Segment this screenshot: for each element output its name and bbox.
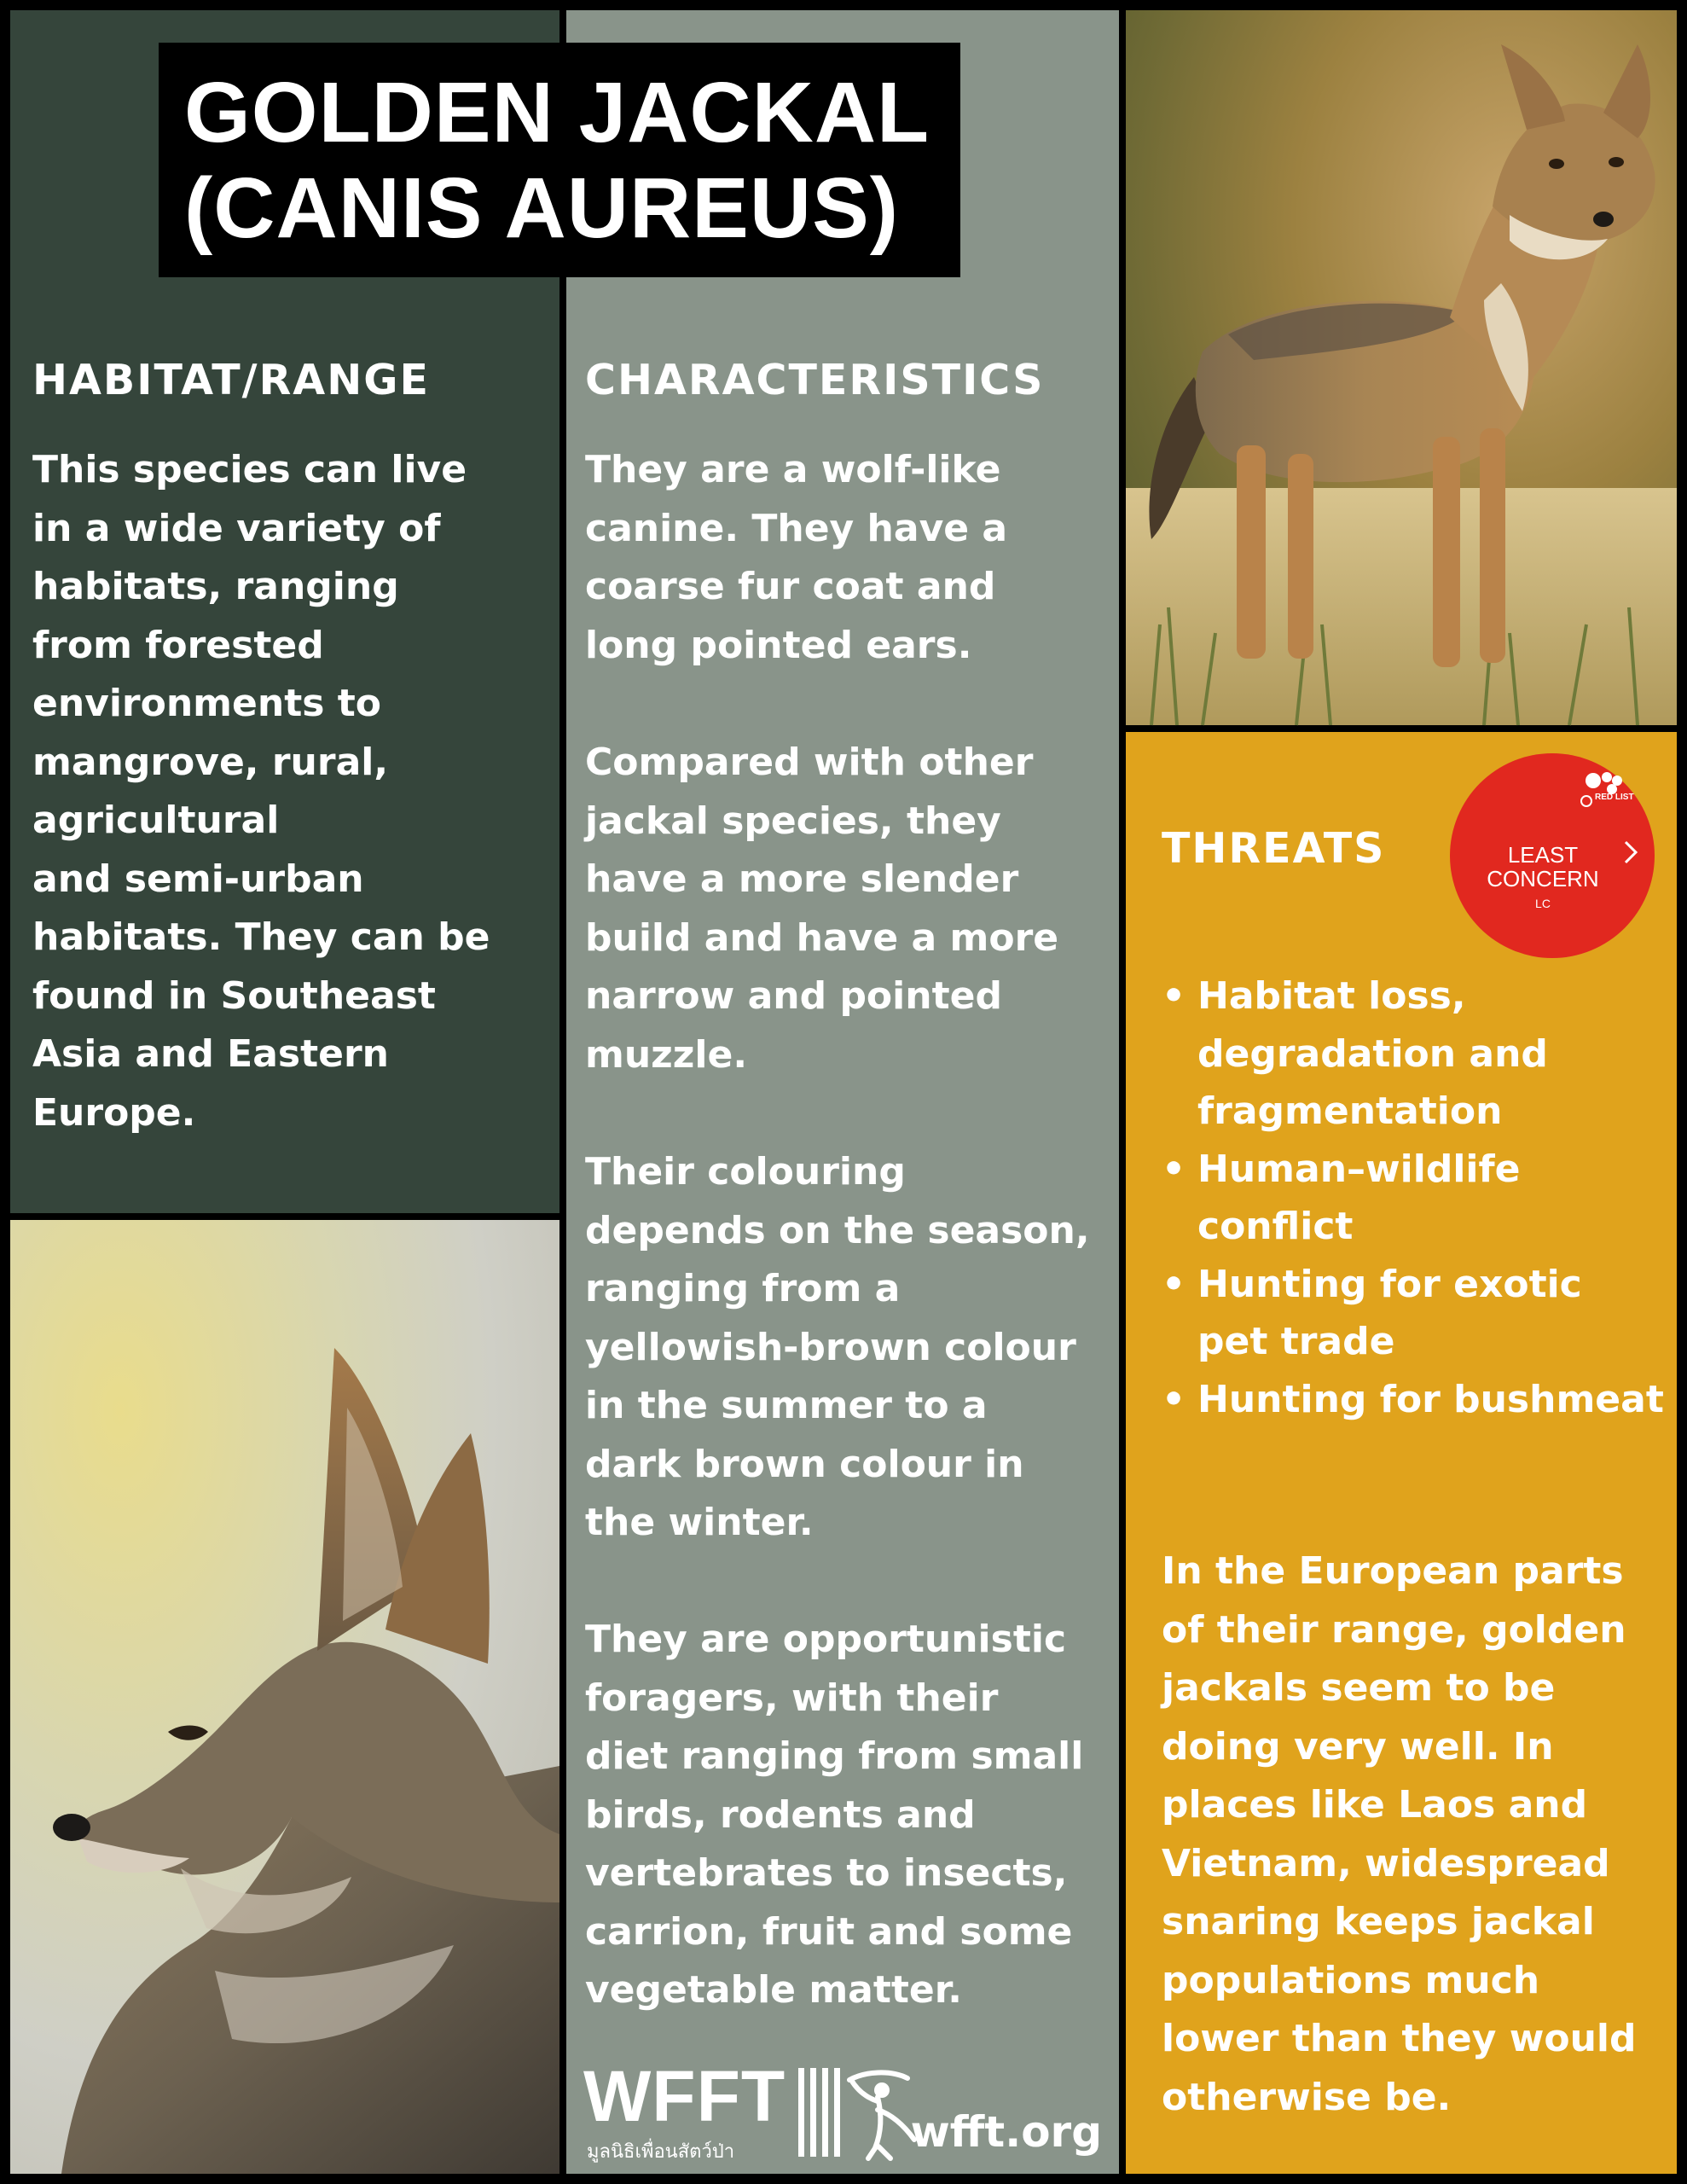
chevron-right-icon [1620, 835, 1643, 869]
website-url: wfft.org [910, 2107, 1102, 2157]
wfft-logo-thai: มูลนิธิเพื่อนสัตว์ป่า [587, 2141, 735, 2163]
characteristics-panel [566, 10, 1119, 2174]
threat-item: • Hunting for bushmeat [1162, 1371, 1665, 1429]
iucn-redlist-logo-icon [1578, 770, 1634, 813]
habitat-heading: HABITAT/RANGE [32, 356, 430, 404]
characteristics-heading: CHARACTERISTICS [585, 356, 1045, 404]
characteristics-paragraph: They are opportunistic foragers, with their diet ranging from small birds, rodents and vertebrates to insects, carrion, fruit and some vegetable matter. [585, 1618, 1084, 2012]
threats-paragraph: In the European parts of their range, golden jackals seem to be doing very well. In places like Laos and Vietnam, widespread snaring keeps jackal populations much lower than they would otherwise be. [1162, 1549, 1637, 2119]
threats-list [1162, 967, 1665, 1428]
characteristics-paragraph: Compared with other jackal species, they have a more slender build and have a more narrow and pointed muzzle. [585, 741, 1059, 1077]
characteristics-paragraph: Their colouring depends on the season, ranging from a yellowish-brown colour in the summer to a dark brown colour in the winter. [585, 1150, 1090, 1544]
jackal-standing-photo [1126, 10, 1677, 725]
gibbon-cage-icon [797, 2063, 925, 2162]
wfft-logo [583, 2058, 925, 2169]
threats-panel [1126, 732, 1677, 2174]
wfft-logo-text: WFFT [583, 2056, 786, 2136]
redlist-logo-text: RED LIST [1595, 793, 1634, 802]
threat-item: • Hunting for exotic pet trade [1162, 1256, 1665, 1371]
redlist-code: LC [1535, 897, 1551, 910]
threat-item: • Habitat loss, degradation and fragmentation [1162, 967, 1665, 1141]
threat-item: • Human–wildlife conflict [1162, 1141, 1665, 1256]
title-common-name: GOLDEN JACKAL [184, 64, 930, 160]
threats-heading: THREATS [1162, 824, 1386, 873]
page-title [159, 43, 960, 277]
iucn-redlist-badge [1450, 753, 1655, 958]
jackal-portrait-photo [10, 1220, 559, 2174]
title-scientific-name: (CANIS AUREUS) [184, 160, 900, 256]
redlist-status: LEAST CONCERN [1487, 842, 1599, 892]
characteristics-paragraph: They are a wolf-like canine. They have a coarse fur coat and long pointed ears. [585, 448, 1008, 667]
habitat-text: This species can live in a wide variety of habitats, ranging from forested environments to mangrove, rural, agricultural and semi-urban habitats. They can be found in Southeast Asia and Eastern Europe. [32, 448, 490, 1135]
